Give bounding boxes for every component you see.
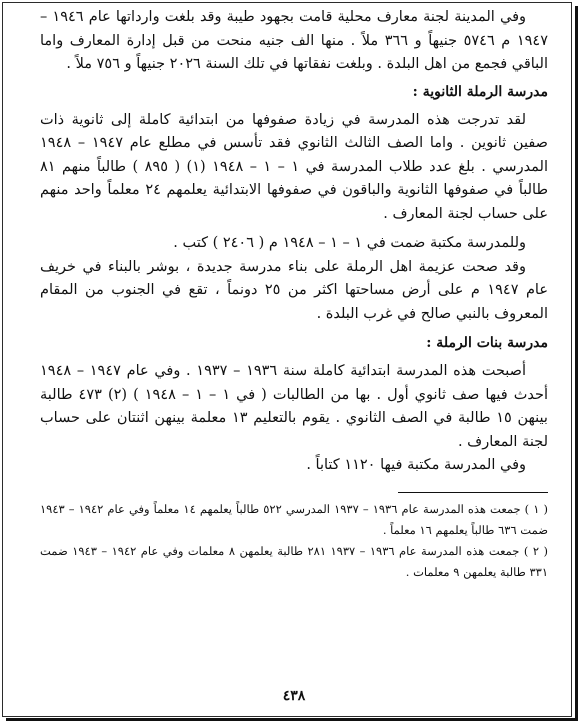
heading-ramla-girls: مدرسة بنات الرملة : — [426, 335, 548, 351]
right-edge-shadow — [575, 6, 578, 720]
heading-ramla-secondary: مدرسة الرملة الثانوية : — [412, 83, 548, 100]
footnote-1: ( ١ ) جمعت هذه المدرسة عام ١٩٣٦ – ١٩٣٧ المدرسي ٥٢٢ طالباً يعلمهم ١٤ معلماً وفي عام ١٩٤٢ – ١٩٤٣ ضمت ٦٣٦ طالباً يعلمهم ١٦ معلماً . — [40, 501, 548, 537]
paragraph-secondary-school: لقد تدرجت هذه المدرسة في زيادة صفوفها من ابتدائية كاملة إلى ثانوية ذات صفين ثانوين . واما الصف الثالث الثانوي فقد تأسس في مطلع عام ١٩٤٧ – ١٩٤٨ المدرسي . بلغ عدد طلاب المدرسة في ١ – ١ – ١٩٤٨ (١) ( ٨٩٥ ) طالباً منهم ٨١ طالباً في صفوفها الثانوية والباقون في صفوفها الابتدائية يعلمهم ٢٤ معلماً واحد منهم على حساب لجنة المعارف . — [40, 111, 549, 222]
footnote-2: ( ٢ ) جمعت هذه المدرسة عام ١٩٣٦ – ١٩٣٧ ٢٨١ طالبة يعلمهن ٨ معلمات وفي عام ١٩٤٢ – ١٩٤٣ ضمت ٣٣١ طالبة يعلمهن ٩ معلمات . — [40, 543, 548, 579]
paragraph-municipal-education: وفي المدينة لجنة معارف محلية قامت بجهود طيبة وقد بلغت وارداتها عام ١٩٤٦ – ١٩٤٧ م ٥٧٤٦ جنيهاً و ٣٦٦ ملاً . منها الف جنيه منحت من قبل إدارة المعارف واما الباقي فجمع من اهل البلدة . وبلغت نفقاتها في تلك السنة ٢٠٢٦ جنيهاً و ٧٥٦ ملاً . — [40, 9, 548, 72]
paragraph-new-building: وقد صحت عزيمة اهل الرملة على بناء مدرسة جديدة ، بوشر بالبناء في خريف عام ١٩٤٧ م على أرض مساحتها اكثر من ٢٥ دونماً ، تقع في الجنوب من المقام المعروف بالنبي صالح في غرب البلدة . — [40, 258, 548, 322]
book-page — [40, 6, 548, 706]
bottom-edge-shadow — [6, 718, 578, 721]
footnote-separator — [398, 492, 548, 493]
paragraph-girls-school: أصبحت هذه المدرسة ابتدائية كاملة سنة ١٩٣٦ – ١٩٣٧ . وفي عام ١٩٤٧ – ١٩٤٨ أحدث فيها صف ثانوي أول . بها من الطالبات ( في ١ – ١ – ١٩٤٨ ) (٢) ٤٧٣ طالبة بينهن ١٥ طالبة في الصف الثانوي . يقوم بالتعليم ١٣ معلمة بينهن اثنتان على حساب لجنة المعارف . — [40, 363, 549, 450]
paragraph-school-library: وللمدرسة مكتبة ضمت في ١ – ١ – ١٩٤٨ م ( ٢٤٠٦ ) كتب . — [173, 235, 526, 251]
page-number: ٤٣٨ — [282, 688, 306, 704]
paragraph-girls-library: وفي المدرسة مكتبة فيها ١١٢٠ كتاباً . — [306, 457, 526, 473]
